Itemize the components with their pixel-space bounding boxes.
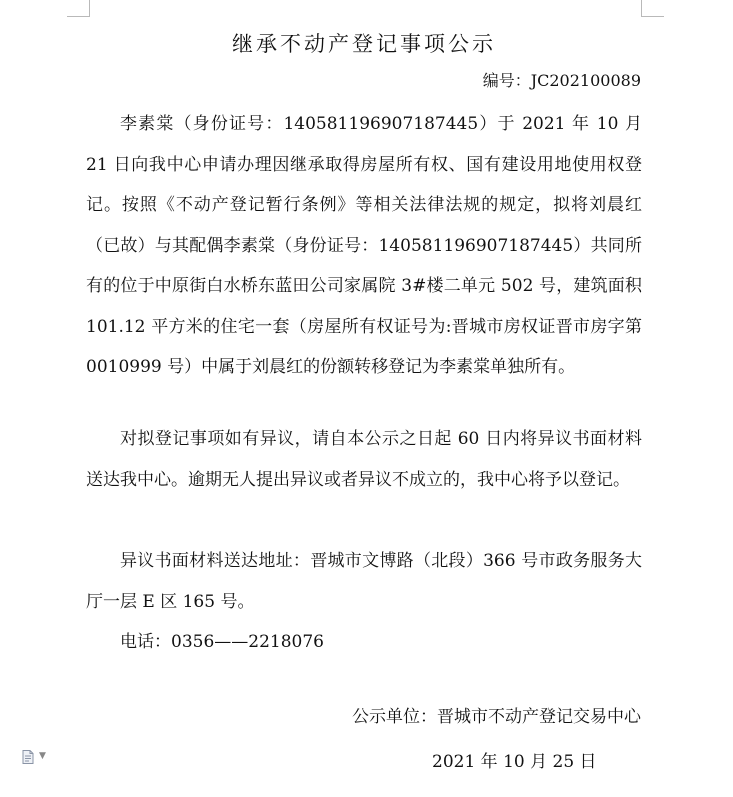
page-corner-top-left (67, 0, 90, 17)
document-number: 编号：JC202100089 (482, 71, 641, 90)
paragraph-phone: 电话：0356——2218076 (120, 632, 324, 652)
document-icon-glyph (20, 749, 36, 765)
paragraph-main: 李素棠（身份证号：140581196907187445）于 2021 年 10 月 21 日向我中心申请办理因继承取得房屋所有权、国有建设用地使用权登记。按照《不动产登记暂行条例》等相关法律法规的规定，拟将刘晨红（已故）与其配偶李素棠（身份证号：140581196907187445）共同所有的位于中原街白水桥东蓝田公司家属院 3#楼二单元 502 号，建筑面积 101.12 平方米的住宅一套（房屋所有权证号为:晋城市房权证晋市房字第 0010999 号）中属于刘晨红的份额转移登记为李素棠单独所有。 (86, 114, 642, 377)
page-corner-top-right (641, 0, 664, 17)
document-title: 继承不动产登记事项公示 (232, 32, 496, 56)
signer-unit: 公示单位：晋城市不动产登记交易中心 (352, 707, 641, 727)
paragraph-address: 异议书面材料送达地址：晋城市文博路（北段）366 号市政务服务大厅一层 E 区 165 号。 (86, 551, 642, 612)
document-icon[interactable] (20, 749, 36, 765)
paragraph-objection: 对拟登记事项如有异议，请自本公示之日起 60 日内将异议书面材料送达我中心。逾期无人提出异议或者异议不成立的，我中心将予以登记。 (86, 429, 642, 490)
signature-date: 2021 年 10 月 25 日 (432, 752, 597, 772)
chevron-down-icon[interactable]: ▼ (39, 751, 46, 761)
